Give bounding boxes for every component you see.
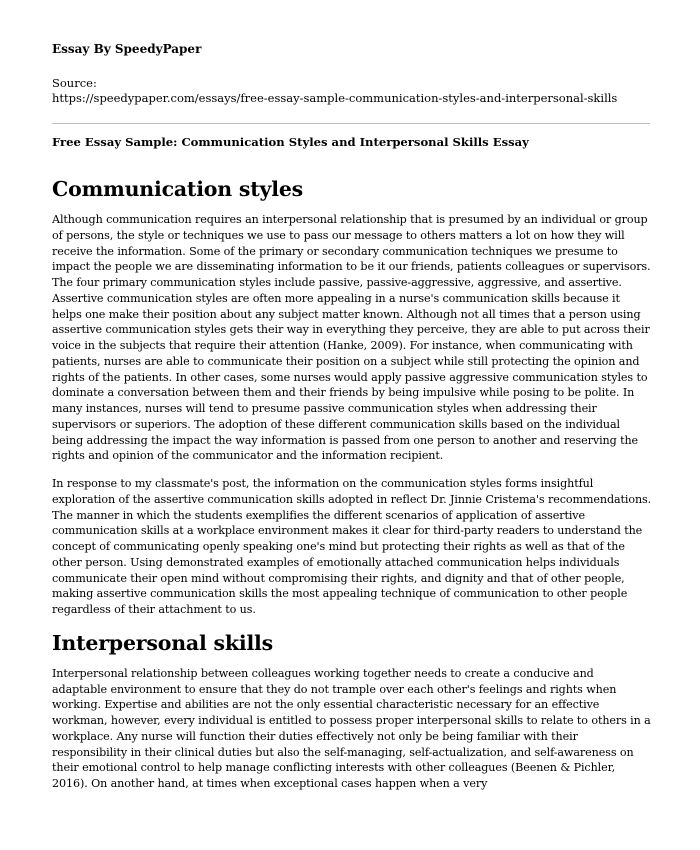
- section-heading-interpersonal-skills: Interpersonal skills: [52, 630, 273, 655]
- source-label: Source:: [52, 76, 97, 90]
- source-url: https://speedypaper.com/essays/free-essay-sample-communication-styles-and-interpersonal-skills: [52, 91, 618, 105]
- paragraph: Although communication requires an interpersonal relationship that is presumed by an individual or group of persons, the style or techniques we use to pass our message to others matters a lot on how they will receive the information. Some of the primary or secondary communication techniques we presume to impact the people we are disseminating information to be it our friends, patients colleagues or supervisors. The four primary communication styles include passive, passive-aggressive, aggressive, and assertive. Assertive communication styles are often more appealing in a nurse's communication skills because it helps one make their position about any subject matter known. Although not all times that a person using assertive communication styles gets their way in everything they perceive, they are able to put across their voice in the subjects that require their attention (Hanke, 2009). For instance, when communicating with patients, nurses are able to communicate their position on a subject while still protecting the opinion and rights of the patients. In other cases, some nurses would apply passive aggressive communication styles to dominate a conversation between them and their friends by being impulsive while posing to be polite. In many instances, nurses will tend to presume passive communication styles when addressing their supervisors or superiors. The adoption of these different communication skills based on the individual being addressing the impact the way information is passed from one person to another and reserving the rights and opinion of the communicator and the information recipient.: [52, 213, 651, 463]
- document-body: [52, 176, 652, 804]
- paragraph: Interpersonal relationship between colleagues working together needs to create a conducive and adaptable environment to ensure that they do not trample over each other's feelings and rights when working. Expertise and abilities are not the only essential characteristic necessary for an effective workman, however, every individual is entitled to possess proper interpersonal skills to relate to others in a workplace. Any nurse will function their duties effectively not only be being familiar with their responsibility in their clinical duties but also the self-managing, self-actualization, and self-awareness on their emotional control to help manage conflicting interests with other colleagues (Beenen & Pichler, 2016). On another hand, at times when exceptional cases happen when a very: [52, 666, 651, 790]
- document-title: Free Essay Sample: Communication Styles and Interpersonal Skills Essay: [52, 135, 529, 149]
- header-divider: [52, 123, 650, 124]
- section-heading-communication-styles: Communication styles: [52, 177, 303, 201]
- document-header: [52, 42, 652, 106]
- essay-author: Essay By SpeedyPaper: [52, 42, 202, 56]
- paragraph: In response to my classmate's post, the information on the communication styles forms insightful exploration of the assertive communication skills adopted in reflect Dr. Jinnie Cristema's recommendations. The manner in which the students exemplifies the different scenarios of application of assertive communication skills at a workplace environment makes it clear for third-party readers to understand the concept of communicating openly speaking one's mind but protecting their rights as well as that of the other person. Using demonstrated examples of emotionally attached communication helps individuals communicate their open mind without compromising their rights, and dignity and that of other people, making assertive communication skills the most appealing technique of communication to other people regardless of their attachment to us.: [52, 477, 652, 616]
